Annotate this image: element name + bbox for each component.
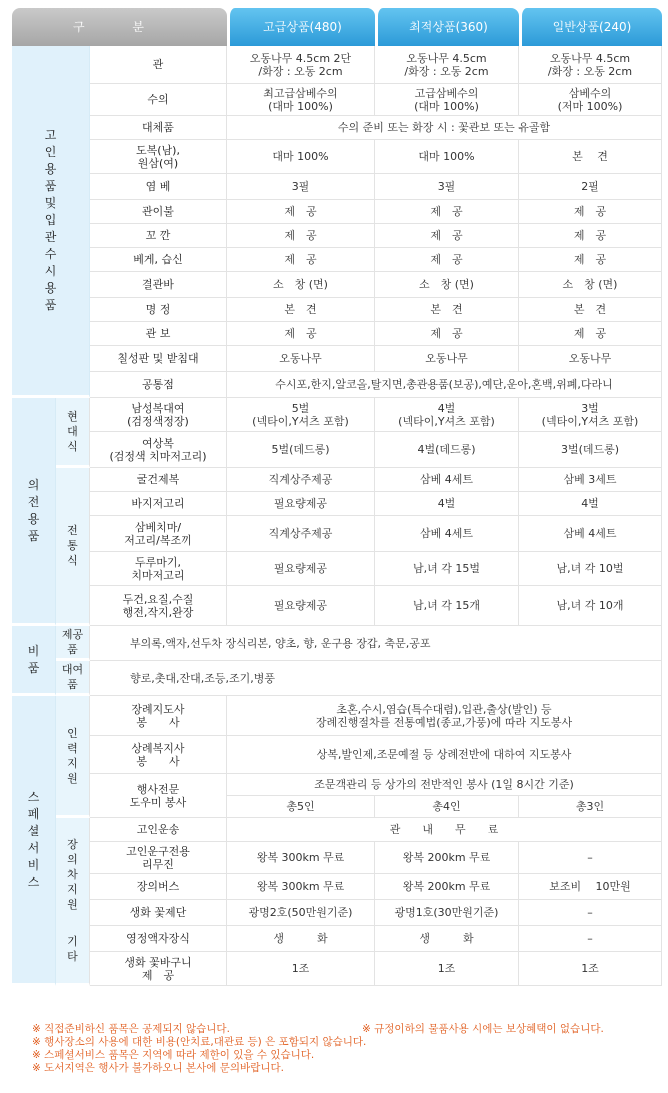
section-stock-label: 비품: [27, 643, 40, 675]
table-row: [12, 322, 662, 346]
table-row: [12, 140, 662, 174]
row-value: 1조: [375, 952, 519, 986]
notes: [32, 1023, 662, 1075]
row-value: 남,녀 각 10벌: [519, 552, 662, 586]
stock-sub-label: 제공품: [56, 626, 90, 661]
row-value: 본 견: [519, 140, 662, 174]
header-plan-3: 일반상품(240): [519, 8, 662, 46]
table-row: [12, 272, 662, 298]
row-item: 관이불: [90, 200, 227, 224]
row-item: 상례복지사 봉 사: [90, 736, 227, 774]
row-item: 생화 꽃바구니 제 공: [90, 952, 227, 986]
section-burial: [12, 46, 90, 398]
row-item: 관 보: [90, 322, 227, 346]
row-value: 본 견: [519, 298, 662, 322]
subsection-traditional: [56, 468, 90, 626]
row-value: 생 화: [375, 926, 519, 952]
row-item: 공통점: [90, 372, 227, 398]
section-stock: [12, 626, 56, 696]
section-ceremonial-label: 의전용품: [27, 477, 40, 543]
row-item: 칠성판 및 받침대: [90, 346, 227, 372]
row-value: 오동나무 4.5cm /화장 : 오동 2cm: [519, 46, 662, 84]
row-value: 3벌 (넥타이,Y셔츠 포함): [519, 398, 662, 432]
row-value: 오동나무: [227, 346, 375, 372]
row-item: 생화 꽃제단: [90, 900, 227, 926]
row-value: 제 공: [227, 322, 375, 346]
table-row: [12, 492, 662, 516]
table-row: [12, 874, 662, 900]
row-value: 제 공: [519, 248, 662, 272]
row-value: 1조: [519, 952, 662, 986]
table-row: [12, 248, 662, 272]
row-value-span: 초혼,수시,염습(특수대렴),입관,출상(발인) 등 장례진행절차를 전통예법(종교,가풍)에 따라 지도봉사: [227, 696, 662, 736]
table-row: [12, 372, 662, 398]
row-value: 제 공: [375, 248, 519, 272]
row-value: 오동나무: [375, 346, 519, 372]
row-value: 남,녀 각 15벌: [375, 552, 519, 586]
row-value: 광명2호(50만원기준): [227, 900, 375, 926]
row-item: 영정액자장식: [90, 926, 227, 952]
subsection-support: [56, 818, 90, 986]
table-row: [12, 8, 662, 46]
row-value: –: [519, 900, 662, 926]
row-value: 4벌: [519, 492, 662, 516]
row-value: 직계상주제공: [227, 468, 375, 492]
row-value: 왕복 300km 무료: [227, 874, 375, 900]
row-item: 염 베: [90, 174, 227, 200]
subsection-traditional-label: 전통식: [67, 524, 78, 567]
row-value: 삼베 4세트: [375, 468, 519, 492]
table-row: [12, 398, 662, 432]
row-item: 장의버스: [90, 874, 227, 900]
subsection-support-label: 장의차지원: [67, 838, 78, 911]
row-value: 오동나무 4.5cm /화장 : 오동 2cm: [375, 46, 519, 84]
subsection-modern-label: 현대식: [67, 410, 78, 453]
note: ※ 행사장소의 사용에 대한 비용(안치료,대관료 등) 은 포함되지 않습니다.: [32, 1036, 367, 1048]
row-value: 제 공: [519, 200, 662, 224]
table-row: [12, 552, 662, 586]
row-item: 두루마기, 치마저고리: [90, 552, 227, 586]
row-value: 5벌 (넥타이,Y셔츠 포함): [227, 398, 375, 432]
table-row: [12, 432, 662, 468]
table-row: [12, 468, 662, 492]
row-value: 직계상주제공: [227, 516, 375, 552]
row-item: 도복(남), 원삼(여): [90, 140, 227, 174]
section-special-label: 스페셜서비스: [27, 789, 40, 889]
header-plan-1: 고급상품(480): [227, 8, 375, 46]
row-item: 남성복대여 (검정색정장): [90, 398, 227, 432]
row-value: 생 화: [227, 926, 375, 952]
subsection-staff: [56, 696, 90, 818]
row-value-span: 관 내 무 료: [227, 818, 662, 842]
row-value: 제 공: [227, 248, 375, 272]
table-row: [12, 116, 662, 140]
row-value: 제 공: [375, 200, 519, 224]
table-row: [12, 736, 662, 774]
row-value: 본 견: [227, 298, 375, 322]
row-value: 오동나무: [519, 346, 662, 372]
row-item: 관: [90, 46, 227, 84]
row-value: 3필: [227, 174, 375, 200]
row-value: 3필: [375, 174, 519, 200]
row-value: 4벌(데드롱): [375, 432, 519, 468]
row-value: 소 창 (면): [519, 272, 662, 298]
row-value: 제 공: [519, 224, 662, 248]
table-row: [12, 84, 662, 116]
stock-items: 부의록,액자,선두차 장식리본, 양초, 향, 운구용 장갑, 축문,공포: [90, 626, 662, 661]
row-item: 삼베치마/ 저고리/복조끼: [90, 516, 227, 552]
row-item: 굴건제복: [90, 468, 227, 492]
stock-items: 향로,촛대,잔대,조등,조기,병풍: [90, 661, 662, 696]
row-value: 왕복 300km 무료: [227, 842, 375, 874]
note: ※ 직접준비하신 품목은 공제되지 않습니다.: [32, 1023, 230, 1035]
row-item: 여상복 (검정색 치마저고리): [90, 432, 227, 468]
section-ceremonial: [12, 398, 56, 626]
row-item: 장례지도사 봉 사: [90, 696, 227, 736]
row-item: 명 정: [90, 298, 227, 322]
row-value: 3벌(데드롱): [519, 432, 662, 468]
row-value: 본 견: [375, 298, 519, 322]
row-value: 삼베 3세트: [519, 468, 662, 492]
row-value: 왕복 200km 무료: [375, 874, 519, 900]
table-row: [12, 174, 662, 200]
row-value: 남,녀 각 15개: [375, 586, 519, 626]
row-value: 광명1호(30만원기준): [375, 900, 519, 926]
table-row: [12, 516, 662, 552]
row-item: 결관바: [90, 272, 227, 298]
subsection-modern: [56, 398, 90, 468]
row-value-span: 상복,발인제,조문예절 등 상례전반에 대하여 지도봉사: [227, 736, 662, 774]
row-item: 바지저고리: [90, 492, 227, 516]
table-row: [12, 200, 662, 224]
row-value: 제 공: [375, 322, 519, 346]
row-value: 삼베 4세트: [375, 516, 519, 552]
section-burial-label: 고인용품 및 입관수시용품: [44, 128, 57, 312]
table-row: [12, 586, 662, 626]
row-value: 총5인: [227, 796, 375, 818]
table-row: [12, 661, 662, 696]
table-row: [12, 926, 662, 952]
table-row: [12, 900, 662, 926]
row-value: 고급삼베수의 (대마 100%): [375, 84, 519, 116]
row-value: –: [519, 926, 662, 952]
row-item: 행사전문 도우미 봉사: [90, 774, 227, 818]
subsection-other-label: 기타: [67, 935, 78, 963]
row-value-span: 조문객관리 등 상가의 전반적인 봉사 (1일 8시간 기준): [227, 774, 662, 796]
row-item: 대체품: [90, 116, 227, 140]
row-value: 오동나무 4.5cm 2단 /화장 : 오동 2cm: [227, 46, 375, 84]
table-row: [12, 818, 662, 842]
row-value: 제 공: [227, 200, 375, 224]
table-row: [12, 952, 662, 986]
row-value: 4벌: [375, 492, 519, 516]
row-item: 꼬 깐: [90, 224, 227, 248]
table-row: [12, 696, 662, 736]
row-value: 최고급삼베수의 (대마 100%): [227, 84, 375, 116]
row-item: 고인운구전용 리무진: [90, 842, 227, 874]
row-value-span: 수의 준비 또는 화장 시 : 꽃관보 또는 유골함: [227, 116, 662, 140]
row-value: 대마 100%: [375, 140, 519, 174]
note: ※ 규정이하의 물품사용 시에는 보상혜택이 없습니다.: [362, 1023, 604, 1035]
row-value: 필요량제공: [227, 552, 375, 586]
price-table: [12, 8, 662, 986]
row-value: 보조비 10만원: [519, 874, 662, 900]
row-value: 왕복 200km 무료: [375, 842, 519, 874]
subsection-staff-label: 인력지원: [67, 726, 78, 785]
table-row: [12, 224, 662, 248]
row-value: 소 창 (면): [375, 272, 519, 298]
row-value: 1조: [227, 952, 375, 986]
table-row: [12, 842, 662, 874]
row-value: 제 공: [227, 224, 375, 248]
table-row: [12, 346, 662, 372]
row-item: 수의: [90, 84, 227, 116]
row-item: 두건,요질,수질 행전,작지,완장: [90, 586, 227, 626]
note: ※ 도서지역은 행사가 불가하오니 본사에 문의바랍니다.: [32, 1062, 284, 1074]
header-category: 구 분: [12, 8, 227, 46]
row-value: 총4인: [375, 796, 519, 818]
table-row: [12, 774, 662, 796]
row-item: 베게, 습신: [90, 248, 227, 272]
table-row: [12, 626, 662, 661]
row-value: 제 공: [519, 322, 662, 346]
row-value: 삼베수의 (저마 100%): [519, 84, 662, 116]
table-row: [12, 46, 662, 84]
stock-sub-label: 대여품: [56, 661, 90, 696]
header-plan-2: 최적상품(360): [375, 8, 519, 46]
row-value: 총3인: [519, 796, 662, 818]
row-value: –: [519, 842, 662, 874]
row-value: 삼베 4세트: [519, 516, 662, 552]
row-value: 소 창 (면): [227, 272, 375, 298]
row-value: 5벌(데드롱): [227, 432, 375, 468]
row-value-span: 수시포,한지,알코올,탈지면,총관용품(보공),예단,운아,혼백,위폐,다라니: [227, 372, 662, 398]
product-comparison-table: [12, 8, 662, 986]
row-value: 대마 100%: [227, 140, 375, 174]
row-item: 고인운송: [90, 818, 227, 842]
row-value: 필요량제공: [227, 586, 375, 626]
row-value: 남,녀 각 10개: [519, 586, 662, 626]
row-value: 2필: [519, 174, 662, 200]
row-value: 필요량제공: [227, 492, 375, 516]
table-row: [12, 298, 662, 322]
row-value: 4벌 (넥타이,Y셔츠 포함): [375, 398, 519, 432]
row-value: 제 공: [375, 224, 519, 248]
note: ※ 스페셜서비스 품목은 지역에 따라 제한이 있을 수 있습니다.: [32, 1049, 315, 1061]
section-special: [12, 696, 56, 986]
